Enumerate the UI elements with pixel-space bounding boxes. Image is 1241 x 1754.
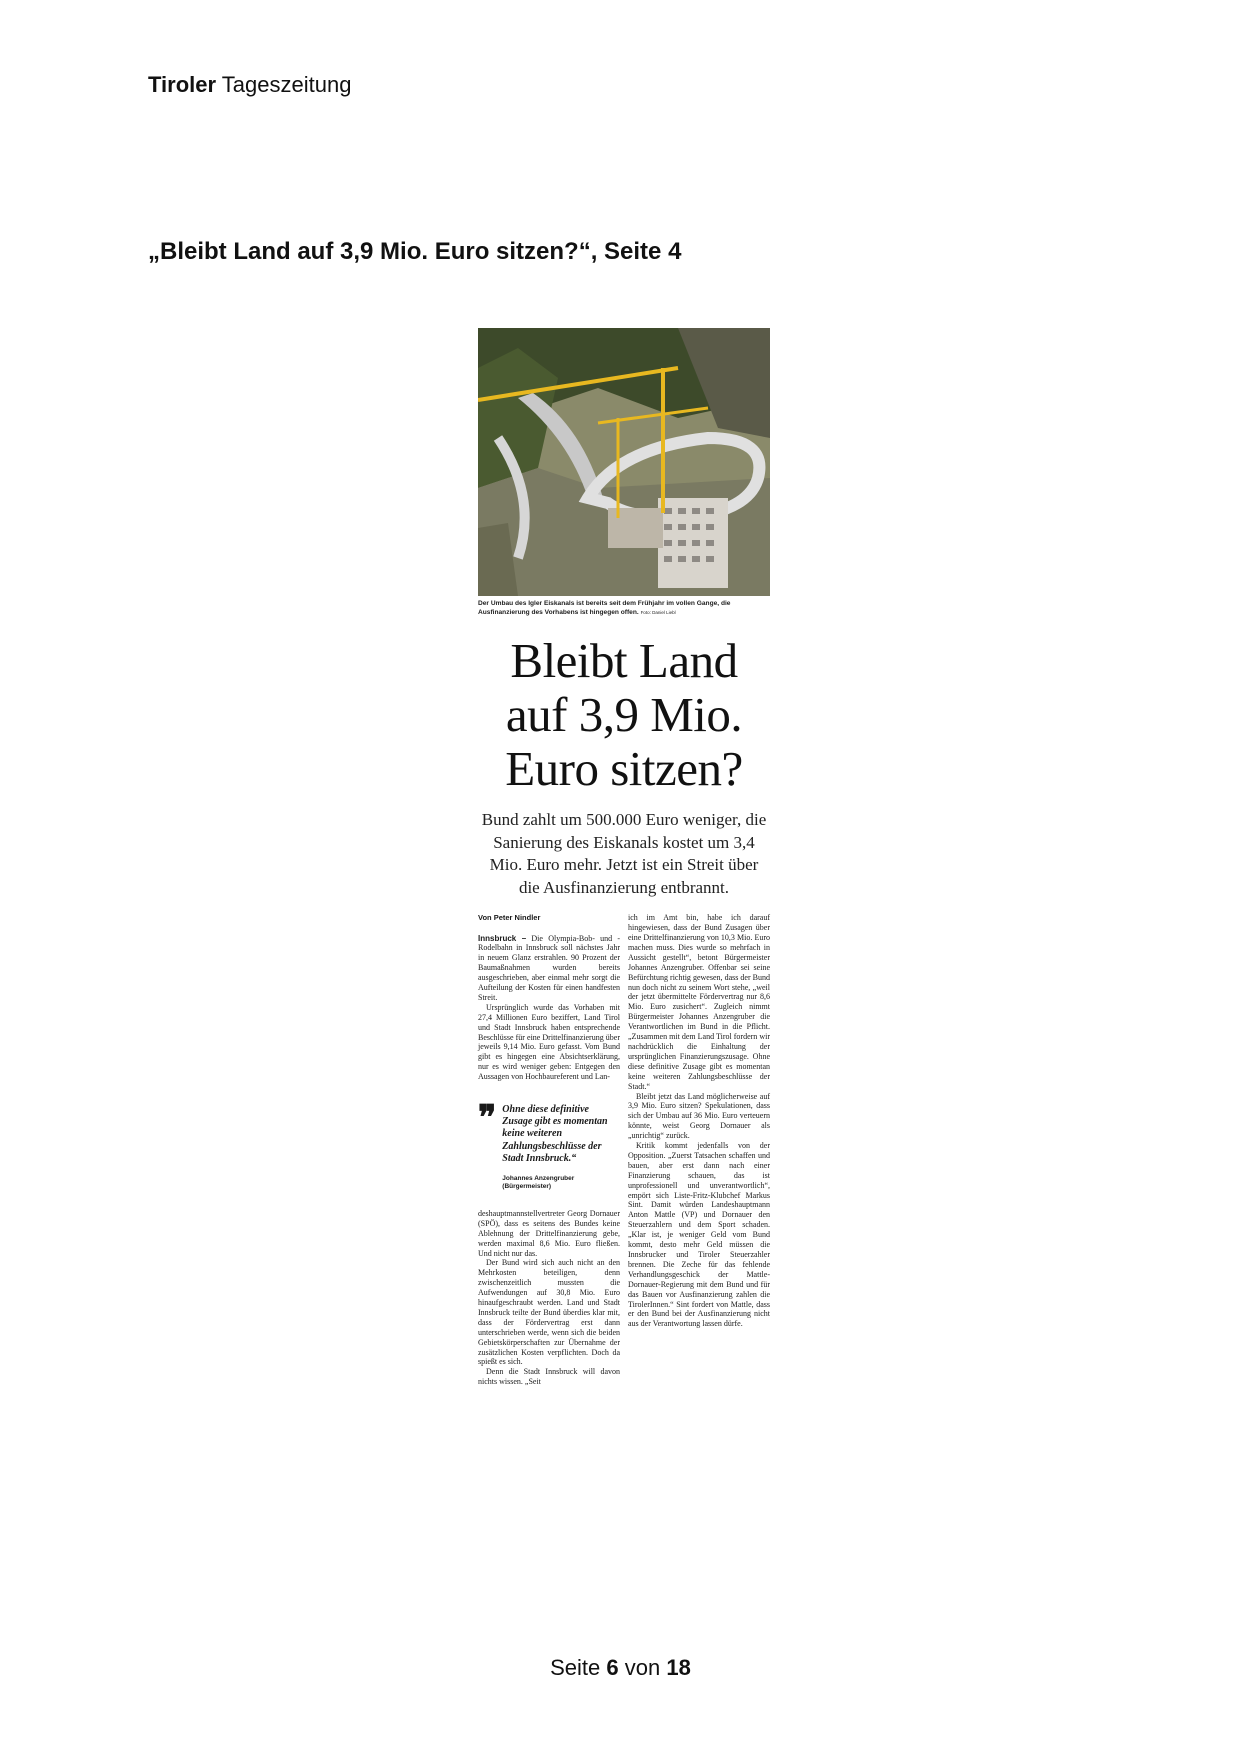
- byline: Von Peter Nindler: [478, 913, 541, 923]
- paragraph: Bleibt jetzt das Land möglicherweise auf 3,9 Mio. Euro sitzen? Spekulationen, dass sich der Umbau auf 36 Mio. Euro verteuern könnte, weist Georg Dornauer als „unrichtig“ zurück.: [628, 1091, 770, 1141]
- paragraph: deshauptmannstellvertreter Georg Dornauer (SPÖ), dass es seitens des Bundes keine Ablehnung der Drittelfinanzierung gebe, werden maximal 8,6 Mio. Euro fließen. Und nicht nur das.: [478, 1208, 620, 1258]
- quote-author-role: (Bürgermeister): [502, 1182, 552, 1190]
- paragraph: Denn die Stadt Innsbruck will davon nichts wissen. „Seit: [478, 1367, 620, 1387]
- dateline: Innsbruck –: [478, 933, 527, 943]
- paragraph-text: Die Olympia-Bob- und -Rodelbahn in Innsbruck soll nächstes Jahr in neuem Glanz erstrahlen. 90 Prozent der Baumaßnahmen wurden bereits ausgeschrieben, aber einmal mehr sorgt die Aufteilung der Kosten für einen handfesten Streit.: [478, 933, 621, 1002]
- headline-line-1: Bleibt Land: [510, 632, 738, 688]
- quote-mark-icon: ❞: [478, 1100, 497, 1138]
- eiskanal-photo: [478, 328, 770, 596]
- paragraph: Der Bund wird sich auch nicht an den Mehrkosten beteiligen, denn zwischenzeitlich mussten die Aufwendungen auf 30,8 Mio. Euro hinaufgeschraubt werden. Land und Stadt Innsbruck teilte der Bund überdies klar mit, dass der Fördervertrag erst dann unterschrieben werde, wenn sich die beiden Gebietskörperschaften zur Übernahme der zusätzlichen Kosten verpflichten. Doch da spießt es sich.: [478, 1258, 620, 1367]
- quote-body: [502, 1104, 620, 1191]
- paragraph: Kritik kommt jedenfalls von der Opposition. „Zuerst Tatsachen schaffen und bauen, aber erst dann nach einer Finanzierung schauen, das ist unprofessionell und unverantwortlich“, empört sich Liste-Fritz-Klubchef Markus Sint. Damit würden Landeshauptmann Anton Mattle (VP) und Dornauer den Steuerzahlern und dem Sport schaden. „Klar ist, je weniger Geld vom Bund kommt, desto mehr Geld müssen die Innsbrucker und Tiroler Steuerzahler brennen. Die Zeche für das fehlende Verhandlungsgeschick der Mattle-Dornauer-Regierung mit dem Bund und für das Bauen vor Ausfinanzierung zahlen die TirolerInnen.“ Sint fordert von Mattle, dass er den Bund bei der Ausfinanzierung nicht aus der Verantwortung lassen dürfe.: [628, 1141, 770, 1329]
- masthead-rest: Tageszeitung: [221, 72, 352, 97]
- quote-author: [502, 1175, 620, 1191]
- article-column-1: [478, 913, 620, 1387]
- photo-caption: [478, 600, 770, 618]
- headline-line-3: Euro sitzen?: [505, 740, 743, 796]
- footer-total-pages: 18: [666, 1655, 691, 1680]
- headline-line-2: auf 3,9 Mio.: [505, 686, 743, 742]
- caption-text: Der Umbau des Igler Eiskanals ist bereits seit dem Frühjahr im vollen Gange, die Ausfinanzierung des Vorhabens ist hingegen offen.: [478, 600, 731, 616]
- footer-page-number: 6: [606, 1655, 619, 1680]
- article-headline: [478, 634, 770, 796]
- caption-credit: Foto: Daniel Liebl: [640, 609, 676, 615]
- paragraph: [478, 934, 620, 1003]
- quote-author-name: Johannes Anzengruber: [502, 1175, 575, 1183]
- document-title: „Bleibt Land auf 3,9 Mio. Euro sitzen?“, Seite 4: [148, 238, 682, 265]
- paragraph: Ursprünglich wurde das Vorhaben mit 27,4 Millionen Euro beziffert, Land Tirol und Stadt Innsbruck haben entsprechende Beschlüsse für eine Drittelfinanzierung über jeweils 9,14 Mio. Euro gefasst. Vom Bund gibt es hingegen eine Absichtserklärung, nur es wird weniger geben: Entgegen den Aussagen von Hochbaureferent und Lan-: [478, 1002, 620, 1082]
- article-body: [478, 913, 770, 1387]
- footer-prefix: Seite: [550, 1655, 601, 1680]
- page-footer: [0, 1655, 1241, 1681]
- article-subhead: Bund zahlt um 500.000 Euro weniger, die Sanierung des Eiskanals kostet um 3,4 Mio. Euro mehr. Jetzt ist ein Streit über die Ausfinanzierung entbrannt.: [481, 810, 767, 897]
- masthead-bold: Tiroler: [148, 72, 217, 97]
- quote-text: Ohne diese definitive Zusage gibt es momentan keine weiteren Zahlungsbeschlüsse der Stadt Innsbruck.“: [502, 1104, 608, 1164]
- masthead: [148, 72, 351, 98]
- newspaper-clipping: [478, 328, 770, 1387]
- article-column-2: [628, 913, 770, 1387]
- footer-middle: von: [624, 1655, 661, 1680]
- paragraph: ich im Amt bin, habe ich darauf hingewiesen, dass der Bund Zusagen über eine Drittelfinanzierung von 10,3 Mio. Euro machen muss. Dies wurde so mehrfach in Aussicht gestellt“, betont Bürgermeister Johannes Anzengruber. Offenbar sei seine Befürchtung richtig gewesen, dass der Bund nun doch nicht zu seinem Wort stehe, „weil der jetzt übermittelte Fördervertrag nur 8,6 Mio. Euro zusichert“. Zugleich nimmt Bürgermeister Johannes Anzengruber die Verantwortlichen im Bund in die Pflicht. „Zusammen mit dem Land Tirol fordern wir nachdrücklich die Einhaltung der ursprünglichen Finanzierungszusage. Ohne diese definitive Zusage gibt es momentan keine weiteren Zahlungsbeschlüsse der Stadt.“: [628, 913, 770, 1091]
- pull-quote: [478, 1100, 620, 1191]
